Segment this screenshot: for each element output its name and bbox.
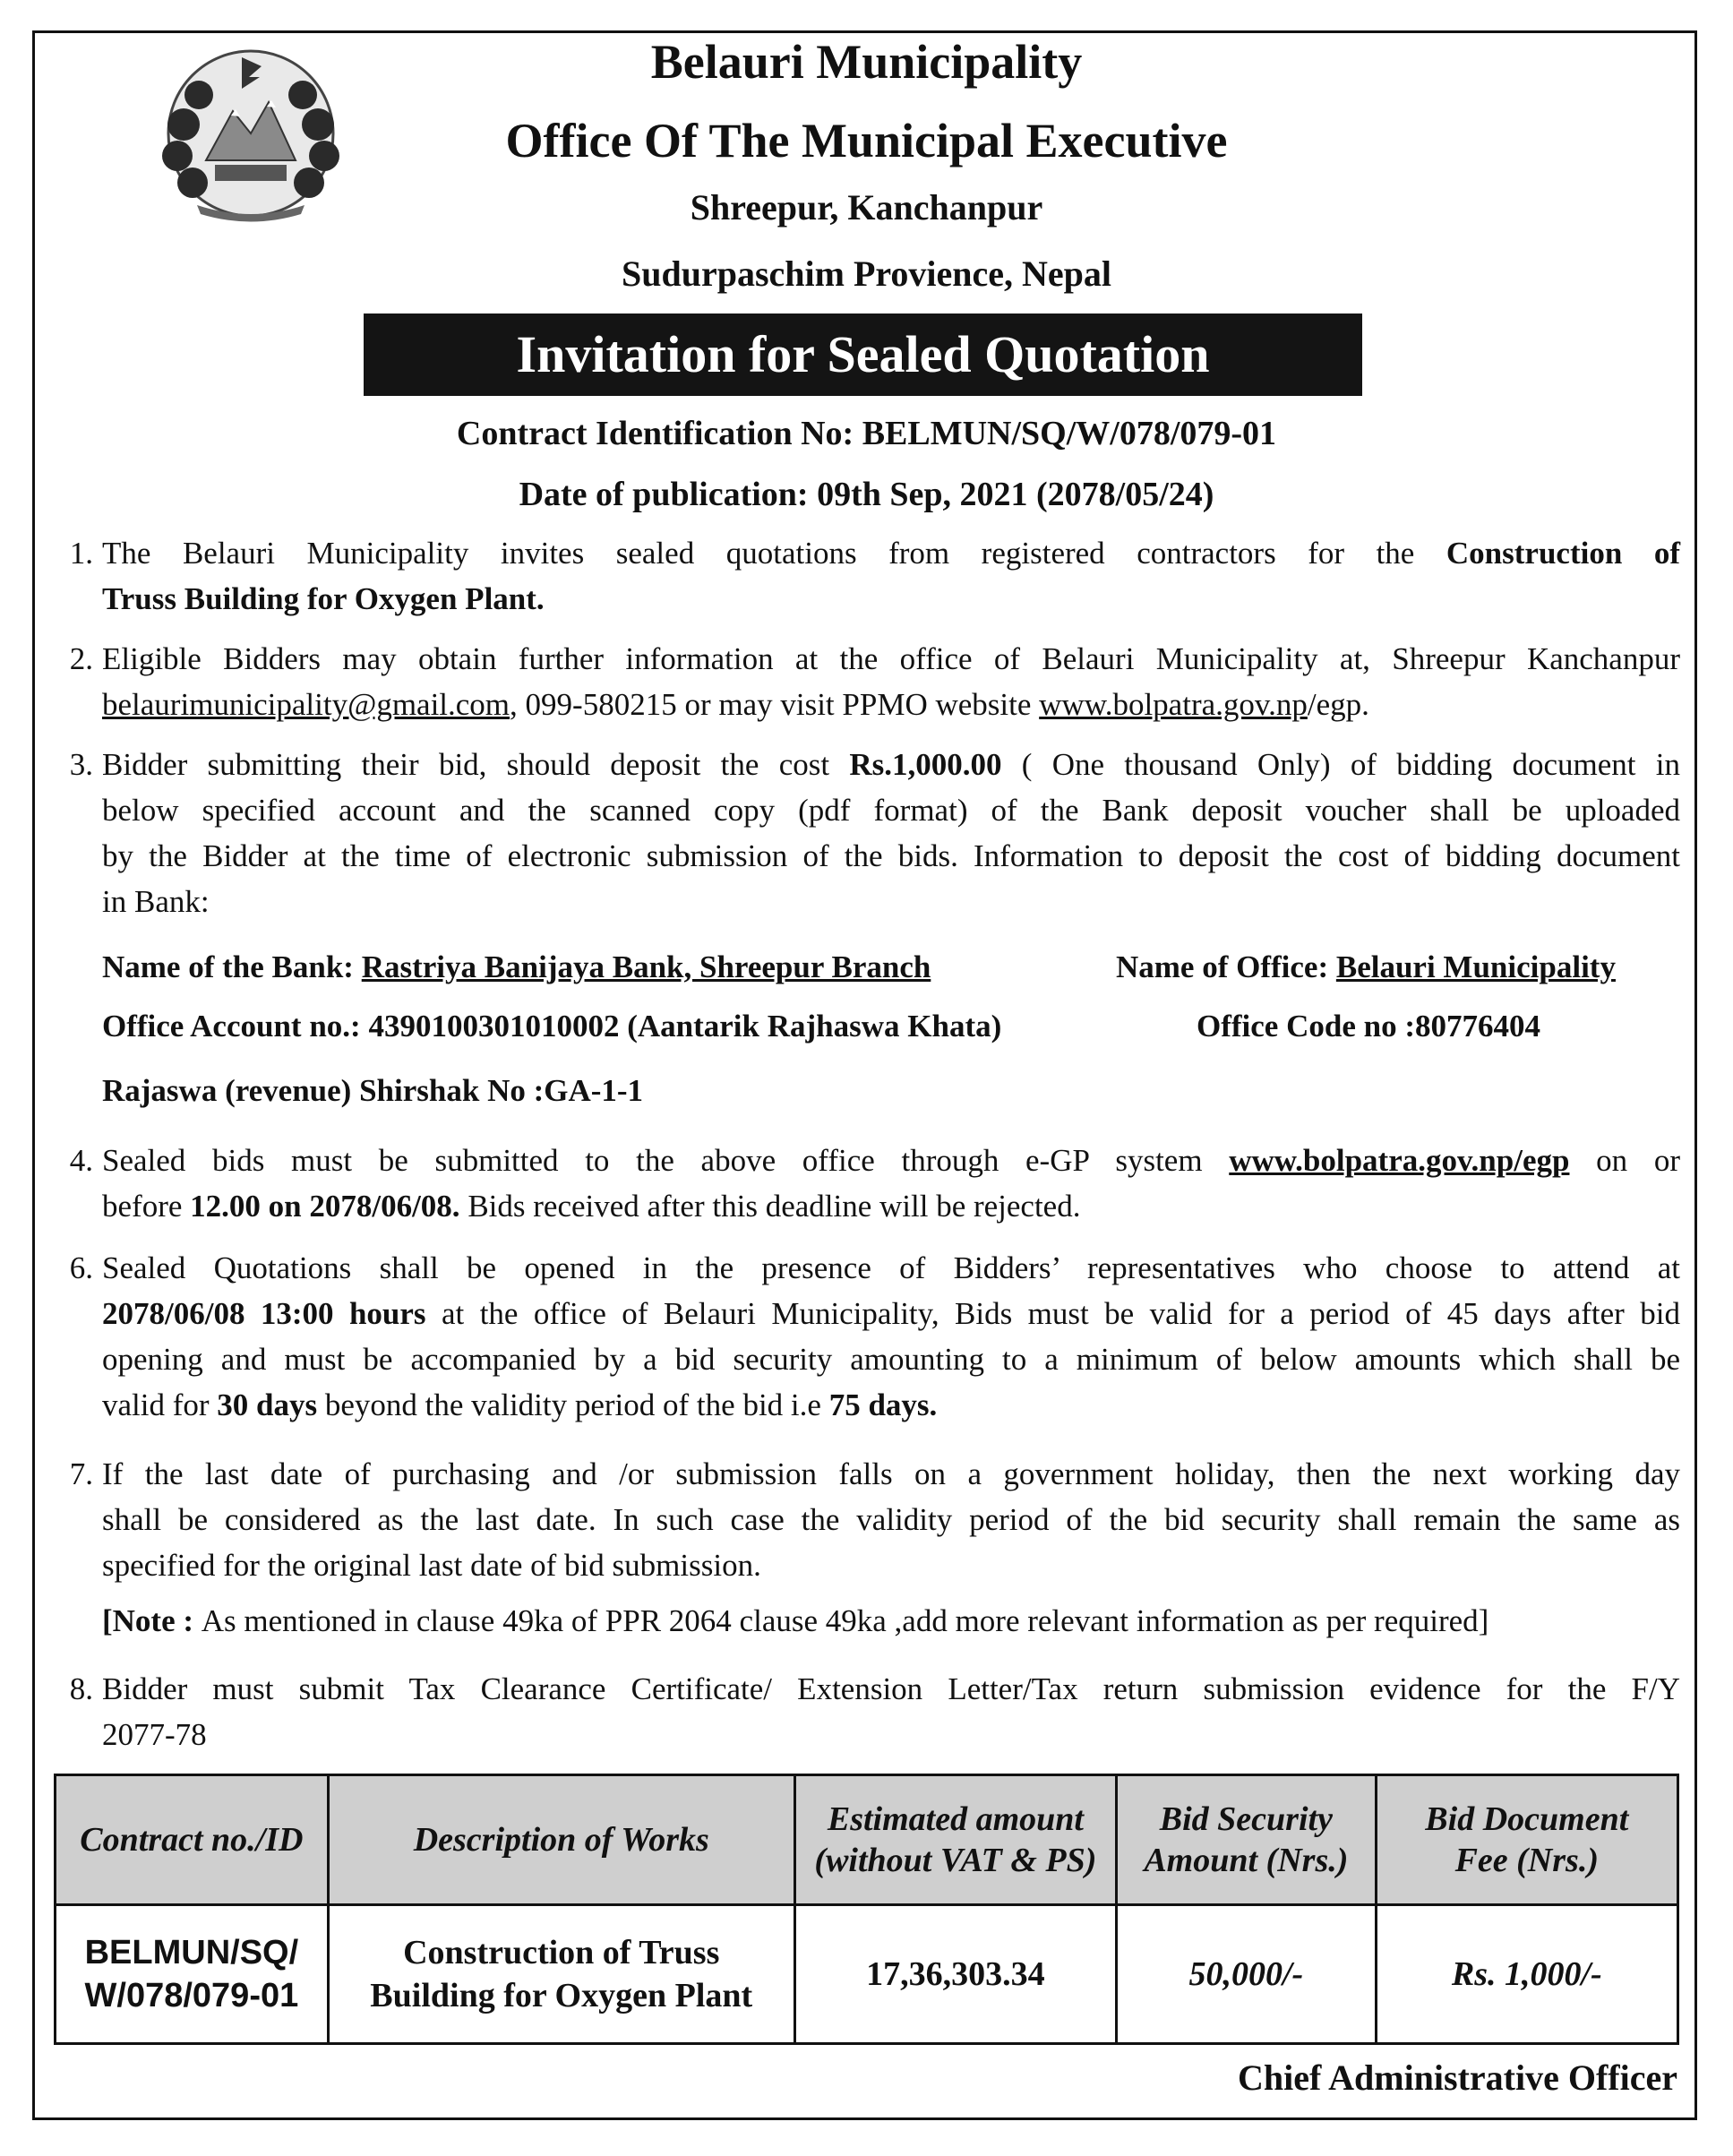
clause-text: in Bank: [102,884,210,919]
clause-text: by the Bidder at the time of electronic submission of the bids. Information to deposit the cost of bidding document [102,838,1680,873]
office-code: Office Code no :80776404 [1197,1009,1540,1044]
cell-estimated-amount: 17,36,303.34 [794,1905,1116,2044]
ppmo-website-link[interactable]: www.bolpatra.gov.np [1039,687,1308,722]
contract-identification: Contract Identification No: BELMUN/SQ/W/078/079-01 [456,415,1277,452]
publication-date: Date of publication: 09th Sep, 2021 (2078/05/24) [519,476,1214,513]
clause-number: 8. [69,1671,93,1706]
clause-number: 1. [69,536,93,571]
clause-text: on or [1569,1143,1680,1178]
clause-text: shall be considered as the last date. In such case the validity period of the bid security shall remain the same as [102,1502,1680,1537]
header-contract-no: Contract no./ID [56,1775,329,1905]
clause-text: /egp. [1307,687,1369,722]
bank-name: Name of the Bank: Rastriya Banijaya Bank, Shreepur Branch [102,949,931,984]
submission-deadline: 12.00 on 2078/06/08. [190,1189,460,1224]
works-table [54,1774,1679,2045]
clause-text: opening and must be accompanied by a bid security amounting to a minimum of below amounts which shall be [102,1342,1680,1377]
header-bid-security: Bid Security Amount (Nrs.) [1117,1775,1376,1905]
clause-text: The Belauri Municipality invites sealed quotations from registered contractors for the [102,536,1446,571]
office-title: Office Of The Municipal Executive [505,114,1228,167]
office-name: Name of Office: Belauri Municipality [1116,949,1616,984]
email-link[interactable]: belaurimunicipality@gmail.com [102,687,510,722]
signatory-title: Chief Administrative Officer [1238,2057,1677,2098]
clause-text: , 099-580215 or may visit PPMO website [510,687,1040,722]
clause-text: 2077-78 [102,1717,207,1752]
municipality-name: Belauri Municipality [650,35,1083,89]
cell-bid-security: 50,000/- [1117,1905,1376,2044]
clause-text: beyond the validity period of the bid i.e [317,1387,829,1422]
header-estimated-amount: Estimated amount (without VAT & PS) [794,1775,1116,1905]
cell-bid-document-fee: Rs. 1,000/- [1376,1905,1677,2044]
cell-description: Construction of Truss Building for Oxygen Plant [328,1905,794,2044]
notice-title-banner: Invitation for Sealed Quotation [364,314,1362,396]
note: [Note : As mentioned in clause 49ka of PPR 2064 clause 49ka ,add more relevant information as per required] [102,1603,1489,1638]
province-line: Sudurpaschim Provience, Nepal [621,253,1112,294]
clause-text: Bids received after this deadline will be rejected. [459,1189,1081,1224]
header-bid-document-fee: Bid Document Fee (Nrs.) [1376,1775,1677,1905]
table-row [56,1905,1678,2044]
revenue-heading-number: Rajaswa (revenue) Shirshak No :GA-1-1 [102,1073,644,1108]
clause-bold-text: Truss Building for Oxygen Plant. [102,581,545,616]
header-description: Description of Works [328,1775,794,1905]
clause-number: 4. [69,1143,93,1178]
clause-text: If the last date of purchasing and /or submission falls on a government holiday, then the next working day [102,1456,1680,1491]
clause-text: before [102,1189,191,1224]
clause-text: specified for the original last date of bid submission. [102,1548,761,1583]
clause-text: Sealed bids must be submitted to the above office through e-GP system [102,1143,1230,1178]
clause-text: ( One thousand Only) of bidding document in [1001,747,1680,782]
clause-text: at the office of Belauri Municipality, Bids must be valid for a period of 45 days after bid [425,1296,1680,1331]
clause-text: Sealed Quotations shall be opened in the presence of Bidders’ representatives who choose to attend at [102,1250,1680,1285]
office-account-number: Office Account no.: 4390100301010002 (Aantarik Rajhaswa Khata) [102,1009,1002,1044]
cell-contract-no: BELMUN/SQ/ W/078/079-01 [56,1905,329,2044]
clause-text: Eligible Bidders may obtain further information at the office of Belauri Municipality at, Shreepur Kanchanpur [102,641,1680,676]
table-header-row [56,1775,1678,1905]
validity-extension: 30 days [217,1387,318,1422]
address-line: Shreepur, Kanchanpur [690,187,1043,228]
clause-text: Bidder must submit Tax Clearance Certificate/ Extension Letter/Tax return submission evidence for the F/Y [102,1671,1680,1706]
opening-time: 2078/06/08 13:00 hours [102,1296,426,1331]
clause-number: 3. [69,747,93,782]
egp-website-link[interactable]: www.bolpatra.gov.np/egp [1229,1143,1570,1178]
clause-text: below specified account and the scanned copy (pdf format) of the Bank deposit voucher shall be uploaded [102,793,1680,828]
clause-text: valid for [102,1387,218,1422]
clause-bold-text: Construction of [1446,536,1680,571]
bidding-cost: Rs.1,000.00 [849,747,1002,782]
clause-number: 7. [69,1456,93,1491]
clause-number: 6. [69,1250,93,1285]
clause-number: 2. [69,641,93,676]
total-validity: 75 days. [828,1387,938,1422]
clause-text: Bidder submitting their bid, should deposit the cost [102,747,850,782]
